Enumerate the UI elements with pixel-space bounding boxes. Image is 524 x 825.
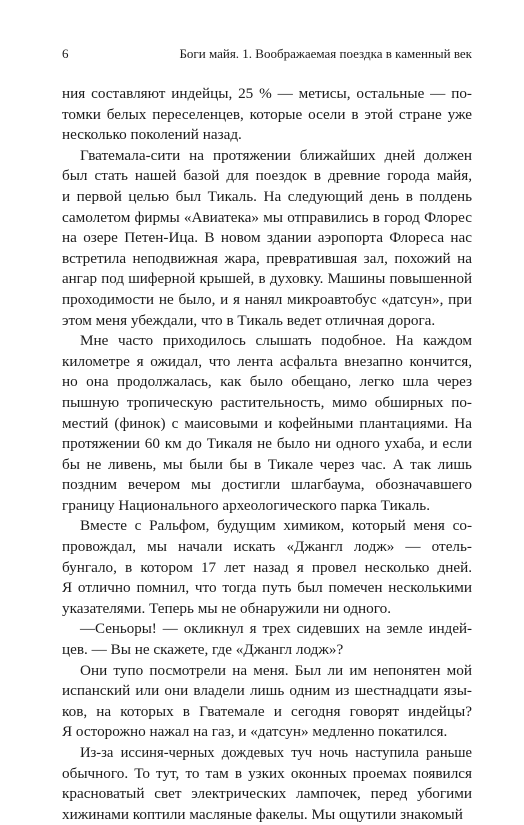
paragraph — [62, 516, 472, 619]
text-line: ангар под шиферной крышей, в духовку. Машины повышенной — [62, 271, 472, 288]
text-line: ния составляют индейцы, 25 % — метисы, остальные — по- — [62, 85, 472, 102]
text-line: Они тупо посмотрели на меня. Был ли им непонятен мой — [80, 661, 472, 679]
text-line: ков, на которых в Гватемале и сегодня говорят индейцы? — [62, 702, 472, 720]
text-line: пышную тропическую растительность, мимо обширных по- — [62, 393, 472, 411]
text-line: Из-за иссиня-черных дождевых туч ночь наступила раньше — [80, 745, 472, 761]
text-line: местий (финок) с маисовыми и кофейными плантациями. На — [62, 414, 472, 432]
text-line: на озере Петен-Ица. В новом здании аэропорта Флореса нас — [62, 229, 472, 247]
text-line: цев. — Вы не скажете, где «Джангл лодж»? — [62, 641, 344, 659]
text-line: испанский или они владели лишь одним из шестнадцати язы- — [62, 682, 472, 700]
text-line: несколько поколений назад. — [62, 126, 242, 144]
paragraph — [62, 743, 472, 825]
text-line: Вместе с Ральфом, будущим химиком, который меня со- — [80, 517, 472, 535]
text-line: томки белых переселенцев, которые осели в этой стране уже — [62, 105, 472, 123]
text-line: поздним вечером мы достигли шлагбаума, обозначавшего — [62, 476, 472, 494]
paragraph — [62, 331, 472, 516]
text-line: протяжении 60 км до Тикаля не было ни одного ухаба, и если — [62, 435, 472, 453]
paragraph — [62, 619, 472, 660]
paragraph — [62, 661, 472, 743]
text-line: и первой целью был Тикаль. На следующий день в полдень — [62, 187, 472, 205]
text-line: но она продолжалась, как было обещано, легко шла через — [62, 373, 472, 391]
text-line: Гватемала-сити на протяжении ближайших дней должен — [80, 146, 472, 164]
text-line: километре я ожидал, что лента асфальта внезапно кончится, — [62, 352, 472, 370]
text-line: провождал, мы начали искать «Джангл лодж» — отель- — [62, 538, 472, 556]
page-number: 6 — [62, 46, 69, 61]
text-line: встретила неподвижная жара, превратившая зал, похожий на — [62, 249, 472, 267]
paragraph — [62, 146, 472, 331]
text-line: был стать нашей базой для поездок в древние города майя, — [62, 167, 472, 185]
text-line: этом меня убеждали, что в Тикаль ведет отличная дорога. — [62, 311, 436, 329]
text-line: —Сеньоры! — окликнул я трех сидевших на земле индей- — [80, 621, 472, 638]
text-line: указателями. Теперь мы не обнаружили ни одного. — [62, 599, 392, 617]
text-line: Я осторожно нажал на газ, и «датсун» медленно покатился. — [62, 723, 448, 741]
running-title: Боги майя. 1. Воображаемая поездка в каменный век — [179, 46, 472, 61]
text-line: Я отлично помнил, что тогда путь был помечен несколькими — [62, 579, 472, 597]
text-line: проходимости не было, и я нанял микроавтобус «датсун», при — [62, 290, 472, 308]
paragraph — [62, 84, 472, 146]
text-line: самолетом фирмы «Авиатека» мы отправились в город Флорес — [62, 208, 472, 226]
text-line: Мне часто приходилось слышать подобное. На каждом — [80, 332, 472, 350]
text-line: обычного. То тут, то там в узких оконных проемах появился — [62, 764, 472, 782]
text-line: красноватый свет электрических лампочек, перед убогими — [62, 785, 472, 803]
text-line: границу Национального археологического парка Тикаль. — [62, 496, 431, 514]
text-line: хижинами коптили масляные факелы. Мы ощутили знакомый — [62, 805, 463, 823]
body-text — [62, 84, 472, 825]
text-line: бы не ливень, мы были бы в Тикале через час. А так лишь — [62, 455, 472, 473]
text-line: бунгало, в котором 17 лет назад я провел несколько дней. — [62, 558, 472, 576]
running-head — [62, 44, 472, 64]
